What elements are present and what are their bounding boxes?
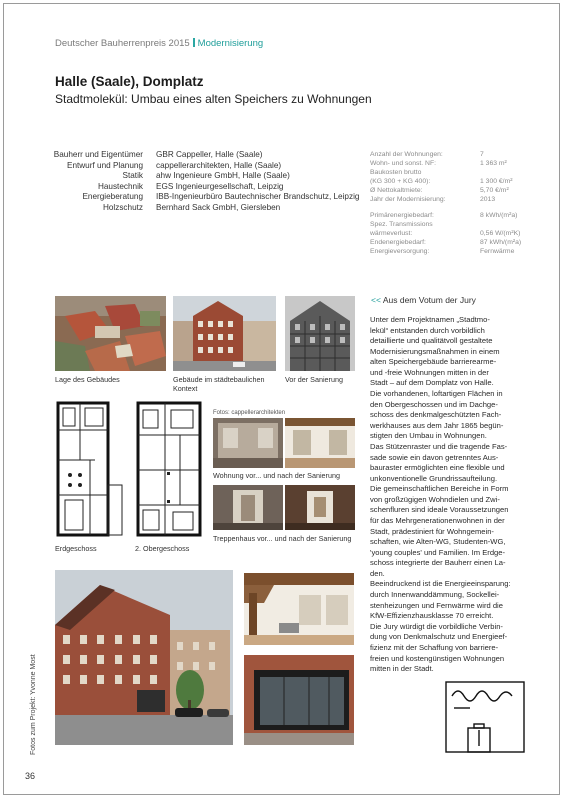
caption-site: Lage des Gebäudes <box>55 375 120 384</box>
exterior-main-photo <box>55 570 233 745</box>
jury-line: für das Mehrgenerationenwohnen in der <box>370 515 505 525</box>
fact-row <box>370 238 560 247</box>
second-floor-plan <box>135 400 205 540</box>
project-subtitle: Stadtmolekül: Umbau eines alten Speichers zu Wohnungen <box>55 92 372 106</box>
fact-key: Anzahl der Wohnungen: <box>370 151 443 158</box>
fact-key: Baukosten brutto <box>370 169 422 177</box>
fact-value <box>480 168 560 177</box>
credit-label: Energieberatung <box>82 192 143 202</box>
jury-line: bauraster ermöglichten eine flexible und <box>370 463 505 473</box>
publication-name: Deutscher Bauherrenpreis 2015 <box>55 38 190 49</box>
architect-sketch <box>440 678 530 756</box>
fact-key: Primärenergiebedarf: <box>370 211 434 219</box>
credit-value: cappellerarchitekten, Halle (Saale) <box>156 160 282 170</box>
fact-row <box>370 229 560 238</box>
fact-key: Energieversorgung: <box>370 247 430 255</box>
fact-row <box>370 168 560 177</box>
project-facts <box>370 150 560 256</box>
credit-value: ahw Ingenieure GmbH, Halle (Saale) <box>156 171 290 181</box>
jury-line: Unter dem Projektnamen „Stadtmo- <box>370 315 490 324</box>
jury-line: und -freie Wohnungen mitten in der <box>370 367 489 377</box>
jury-line: Die gemeinschaftlichen Bereiche in Form <box>370 484 509 494</box>
fact-value: 1 363 m² <box>480 160 507 168</box>
jury-line: dung von Denkmalschutz und Energieef- <box>370 632 508 642</box>
jury-heading <box>371 295 476 305</box>
fact-key: Endenergiebedarf: <box>370 238 426 246</box>
credit-label: Holzschutz <box>102 202 143 212</box>
jury-line: sade sowie ein davon getrenntes Aus- <box>370 452 499 462</box>
jury-line: Stadt – auf dem Domplatz von Halle. <box>370 378 494 388</box>
jury-line: fizienz mit der Schaffung von barriere- <box>370 642 499 652</box>
interior-loft-photo <box>244 573 354 645</box>
stairwell-after-photo <box>285 485 355 530</box>
fact-value: 1 300 €/m² <box>480 178 513 186</box>
fact-key: Jahr der Modernisierung: <box>370 196 446 204</box>
page-number: 36 <box>25 771 36 781</box>
header-separator <box>193 38 195 47</box>
fact-key: Wohn- und sonst. NF: <box>370 160 436 168</box>
ground-floor-plan <box>55 400 125 540</box>
fact-key: wärmeverlust: <box>370 229 413 237</box>
fact-row <box>370 150 560 159</box>
fact-row <box>370 186 560 195</box>
caption-apartment: Wohnung vor... und nach der Sanierung <box>213 471 340 480</box>
jury-line: stigten den Umbau in Wohnungen. <box>370 431 487 441</box>
apartment-before-photo <box>213 418 283 468</box>
fact-row <box>370 247 560 256</box>
fact-row <box>370 211 560 220</box>
caption-stairs: Treppenhaus vor... und nach der Sanierung <box>213 534 352 543</box>
fact-value: 0,56 W/(m²K) <box>480 229 521 237</box>
jury-line: schoss des denkmalgeschützten Fach- <box>370 410 502 420</box>
caption-context: Gebäude im städtebaulichen Kontext <box>173 375 265 393</box>
jury-line: Stadt, prädestiniert für Wohngemein- <box>370 526 494 536</box>
caption-ground-floor: Erdgeschoss <box>55 544 97 553</box>
jury-line: von großzügigen Wohndielen und Zwi- <box>370 494 500 504</box>
jury-line: werkhauses aus dem Jahr 1865 begün- <box>370 420 504 430</box>
jury-line: unkonventionelle Grundrissaufteilung. <box>370 473 498 483</box>
jury-line: schoss integrierte der Bauherr einen La- <box>370 558 506 568</box>
caption-second-floor: 2. Obergeschoss <box>135 544 190 553</box>
fact-value: 7 <box>480 151 484 158</box>
credit-label: Statik <box>122 171 143 181</box>
jury-line: schenfluren sind ideale Voraussetzungen <box>370 505 509 515</box>
fact-value: 2013 <box>480 196 496 204</box>
stairwell-before-photo <box>213 485 283 530</box>
fact-key: (KG 300 + KG 400): <box>370 178 431 186</box>
jury-heading-text: Aus dem Votum der Jury <box>382 295 476 305</box>
jury-line: Die Jury würdigt die vorbildliche Verbin- <box>370 621 503 631</box>
credit-value: GBR Cappeller, Halle (Saale) <box>156 150 263 159</box>
credit-value: EGS Ingenieurgesellschaft, Leipzig <box>156 181 284 191</box>
jury-line: durch Innenwanddämmung, Sockellei- <box>370 590 500 600</box>
fact-value: 5,70 €/m² <box>480 187 509 195</box>
shopfront-photo <box>244 655 354 745</box>
jury-line: Die vorhandenen, loftartigen Flächen in <box>370 389 503 399</box>
jury-line: 'young couples' und Familien. Im Erdge- <box>370 547 506 557</box>
fact-key: Ø Nettokaltmiete: <box>370 187 423 195</box>
credits-labels <box>40 150 143 214</box>
context-photo <box>173 296 276 371</box>
category-label: Modernisierung <box>197 38 264 49</box>
caption-before: Vor der Sanierung <box>285 375 343 384</box>
jury-line: stenheizungen und Fernwärme wird die <box>370 600 503 610</box>
photo-credit: Fotos zum Projekt: Yvonne Most <box>30 654 37 755</box>
jury-line: Das Stützenraster und die tragende Fas- <box>370 441 508 451</box>
jury-line: Modernisierungsmaßnahmen in einem <box>370 346 500 356</box>
running-header <box>55 38 263 49</box>
credit-value: IBB-Ingenieurbüro Bautechnischer Brandschutz, Leipzig <box>156 192 360 202</box>
fact-value: 87 kWh/(m²a) <box>480 238 522 246</box>
jury-line: Beeindruckend ist die Energieeinsparung: <box>370 579 511 589</box>
fact-row <box>370 159 560 168</box>
jury-line: den. <box>370 568 385 578</box>
aerial-site-photo <box>55 296 166 371</box>
jury-line: KfW-Effizienzhausklasse 70 erreicht. <box>370 611 494 621</box>
jury-line: schaften, wie Alten-WG, Studenten-WG, <box>370 537 506 547</box>
credit-label: Bauherr und Eigentümer <box>53 150 143 159</box>
fact-row <box>370 195 560 204</box>
jury-line: den Obergeschossen und im Dachge- <box>370 399 498 409</box>
credit-label: Haustechnik <box>97 181 143 191</box>
jury-line: detaillierte und qualitätvoll gestaltete <box>370 336 493 346</box>
fact-row <box>370 177 560 186</box>
jury-line: lekül“ entstanden durch vorbildlich <box>370 325 485 335</box>
credit-value: Bernhard Sack GmbH, Giersleben <box>156 202 281 212</box>
fact-value: Fernwärme <box>480 247 515 255</box>
chevron-left-icon: << <box>371 295 381 305</box>
jury-line: alten Speichergebäude barrierearme- <box>370 357 497 367</box>
fact-key: Spez. Transmissions <box>370 220 433 228</box>
jury-line: mitten in der Stadt. <box>370 664 434 674</box>
jury-statement <box>370 315 538 675</box>
credit-label: Entwurf und Planung <box>66 160 143 170</box>
credits-values <box>156 150 366 214</box>
project-title: Halle (Saale), Domplatz <box>55 74 204 89</box>
before-renovation-photo <box>285 296 355 371</box>
jury-line: freien und kostengünstigen Wohnungen <box>370 653 505 663</box>
interior-photos-credit: Fotos: cappellerarchitekten <box>213 410 286 416</box>
fact-value: 8 kWh/(m²a) <box>480 211 518 219</box>
apartment-after-photo <box>285 418 355 468</box>
fact-row <box>370 220 560 229</box>
fact-value <box>480 220 560 229</box>
